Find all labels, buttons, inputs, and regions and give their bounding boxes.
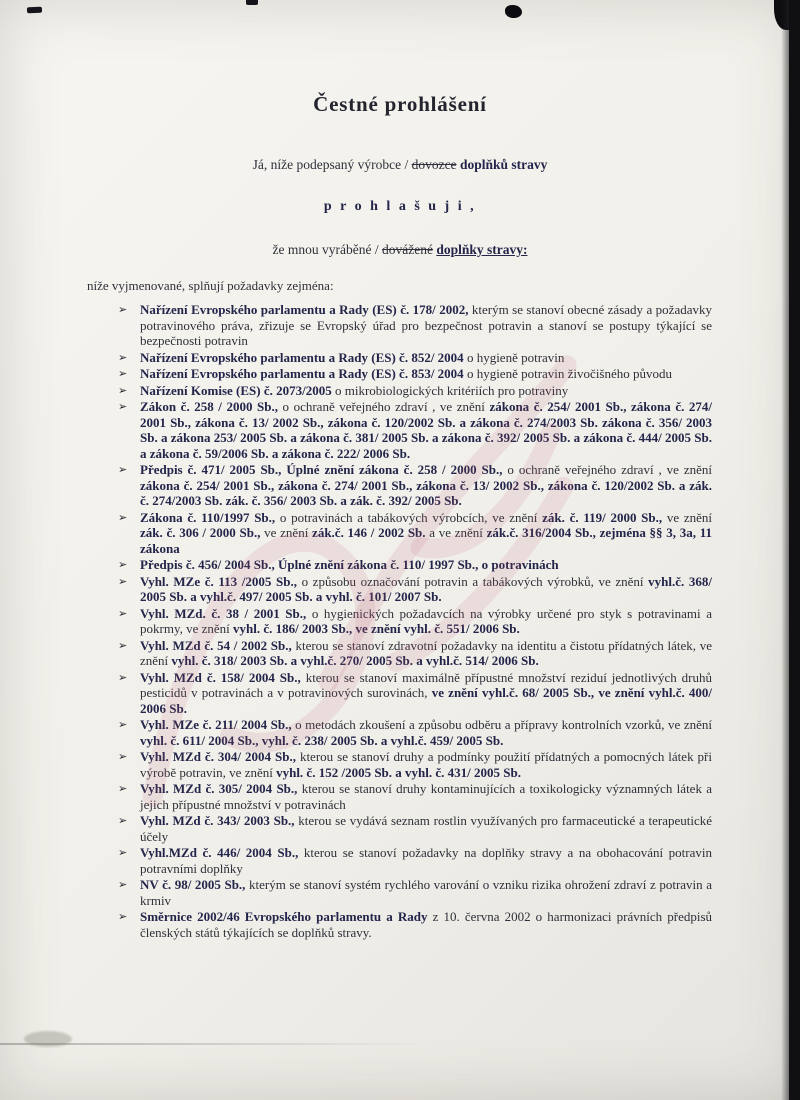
list-item-text [140,606,712,637]
text-segment: Směrnice 2002/46 Evropského parlamentu a Rady [140,909,428,924]
text-segment: vyhl. č. 318/ 2003 Sb. a vyhl.č. 270/ 2005 Sb. a vyhl.č. 514/ 2006 Sb. [171,653,539,668]
text-segment: Vyhl. MZe č. 113 /2005 Sb., [140,573,297,589]
list-item [118,462,712,509]
text-segment: vyhl. č. 186/ 2003 Sb., ve znění vyhl. č. 551/ 2006 Sb. [233,621,520,636]
list-item [118,557,712,573]
text-segment: kterou se stanoví zdravotní požadavky na identitu a čistotu přídatných látek, ve znění [140,637,712,668]
list-item-text [140,574,712,605]
text-segment: Předpis č. 471/ 2005 Sb., Úplné znění zákona č. 258 / 2000 Sb., [140,462,503,477]
text-segment: o hygieně potravin živočišného původu [463,366,673,381]
text-segment: Vyhl. MZd č. 158/ 2004 Sb., [140,669,301,685]
arrow-bullet-icon: ➢ [118,463,128,476]
text-segment: Vyhl. MZd č. 305/ 2004 Sb., [140,781,298,796]
arrow-bullet-icon: ➢ [118,718,128,731]
scan-mark-icon [246,0,258,5]
intro-line-subject [0,242,800,258]
text-segment: ve znění [260,525,313,540]
text-segment: dovozce [411,157,457,172]
text-segment: že mnou vyráběné / [272,242,382,257]
text-segment: zák.č. 146 / 2002 Sb. [312,525,426,540]
list-item [118,877,712,908]
list-item-text [140,638,712,669]
text-segment: zák. č. 119/ 2000 Sb., [542,509,663,525]
text-segment: kterým se stanoví obecné zásady a požadavky potravinového práva, zřizuje se Evropský úřad pro bezpečnost potravin a stanoví se postupy týkající se bezpečnosti potravin [140,302,712,348]
lead-line: níže vyjmenované, splňují požadavky zejména: [87,278,334,293]
text-segment: Já, níže podepsaný výrobce / [252,157,412,172]
text-segment: doplňků stravy [459,157,548,172]
text-segment: zák. č. 306 / 2000 Sb., [140,525,261,540]
regulation-list [118,302,712,940]
text-segment: p r o h l a š u j i , [323,199,477,214]
list-item-text [140,717,712,748]
text-segment: o hygienických požadavcích na výrobky určené pro styk s potravinami a pokrmy, ve znění [140,605,712,636]
text-segment: zák.č. 316/2004 Sb., zejména §§ 3, 3a, 11 zákona [140,525,713,556]
text-segment: Vyhl. MZd. č. 38 / 2001 Sb., [140,605,307,621]
text-segment: Vyhl. MZd č. 54 / 2002 Sb., [140,637,292,653]
text-segment: o hygieně potravin [463,349,565,365]
list-item [118,574,712,605]
arrow-bullet-icon: ➢ [118,814,128,827]
arrow-bullet-icon: ➢ [118,910,128,923]
arrow-bullet-icon: ➢ [118,367,128,380]
list-item-text [140,557,712,573]
text-segment: Zákon č. 258 / 2000 Sb., [140,399,278,414]
arrow-bullet-icon: ➢ [118,846,128,859]
text-segment: kterou se stanoví druhy kontaminujících a toxikologicky významných látek a jejich přípustné množství v potravinách [140,781,712,812]
arrow-bullet-icon: ➢ [118,782,128,795]
text-segment: kterou se vydává seznam rostlin využívaných pro farmaceutické a terapeutické účely [140,813,712,844]
arrow-bullet-icon: ➢ [118,638,128,652]
list-item-text [140,781,712,812]
list-item [118,366,712,382]
arrow-bullet-icon: ➢ [118,383,128,397]
list-item-text [140,909,712,940]
list-item [118,606,712,637]
list-item [118,302,712,349]
list-item-text [140,302,712,349]
arrow-bullet-icon: ➢ [118,750,128,763]
arrow-bullet-icon: ➢ [118,574,128,588]
text-segment: vyhl. č. 611/ 2004 Sb., vyhl. č. 238/ 2005 Sb. a vyhl.č. 459/ 2005 Sb. [140,732,504,748]
text-segment: Vyhl. MZd č. 304/ 2004 Sb., [140,749,296,764]
list-item-text [140,845,712,876]
list-item [118,813,712,844]
scan-mark-icon [27,7,42,14]
text-segment: Vyhl.MZd č. 446/ 2004 Sb., [140,845,299,860]
arrow-bullet-icon: ➢ [118,670,128,684]
list-item-text [140,399,712,461]
text-segment: zákona č. 254/ 2001 Sb., zákona č. 274/ 2001 Sb., zákona č. 13/ 2002 Sb., zákona č. 120/2002 Sb. a zák. č. 274/2003 Sb. zák. č. 356/ 2003 Sb. a zák. č. 392/ 2005 Sb. [140,477,712,508]
list-item-text [140,350,712,366]
list-item [118,510,712,557]
list-item [118,350,712,366]
text-segment: kterou se stanoví požadavky na doplňky stravy a na obohacování potravin potravními doplňky [140,845,712,876]
text-segment: doplňky stravy: [436,242,528,257]
text-segment: Předpis č. 456/ 2004 Sb., Úplné znění zákona č. 110/ 1997 Sb., o potravinách [140,557,559,572]
list-item-text [140,877,712,908]
text-segment: o způsobu označování potravin a tabákových výrobků, ve znění [296,573,649,589]
text-segment: zákona č. 254/ 2001 Sb., zákona č. 274/ 2001 Sb., zákona č. 13/ 2002 Sb., zákona č. 120/2002 Sb. a zákona č. 274/2003 Sb. zákona č. 356/ 2003 Sb. a zákona 253/ 2005 Sb. a zákona č. 381/ 2005 Sb. a zákona č. 392/ 2005 Sb. a zákona č. 444/ 2005 Sb. a zákona č. 59/2006 Sb. a zákona č. 222/ 2006 Sb. [140,399,712,461]
text-segment: vyhl.č. 368/ 2005 Sb. a vyhl.č. 497/ 2005 Sb. a vyhl. č. 101/ 2007 Sb. [140,573,712,604]
text-segment: Nařízení Komise (ES) č. 2073/2005 [140,382,332,398]
text-segment: o potravinách a tabákových výrobcích, ve znění [275,509,543,525]
text-segment: Nařízení Evropského parlamentu a Rady (ES) č. 853/ 2004 [140,366,464,381]
arrow-bullet-icon: ➢ [118,303,128,316]
text-segment: o metodách zkoušení a způsobu odběru a přípravy kontrolních vzorků, ve znění [291,717,712,732]
list-item [118,399,712,461]
text-segment: a ve znění [425,525,487,540]
list-item [118,670,712,717]
text-segment: Zákona č. 110/1997 Sb., [140,509,276,525]
text-segment: NV č. 98/ 2005 Sb., [140,877,246,892]
arrow-bullet-icon: ➢ [118,350,128,364]
text-segment: Vyhl. MZd č. 343/ 2003 Sb., [140,813,295,828]
intro-line-declarant [0,157,800,173]
text-segment: vyhl. č. 152 /2005 Sb. a vyhl. č. 431/ 2005 Sb. [276,764,521,780]
list-item [118,717,712,748]
scan-mark-icon [505,5,522,18]
list-item-text [140,510,712,557]
arrow-bullet-icon: ➢ [118,400,128,413]
text-segment: ve znění vyhl.č. 68/ 2005 Sb., ve znění vyhl.č. 400/ 2006 Sb. [140,685,713,716]
text-segment: ve znění [662,509,712,525]
list-item-text [140,813,712,844]
list-item-text [140,462,712,509]
text-segment: kterým se stanoví systém rychlého varování o vzniku rizika ohrožení zdraví z potravin a krmiv [140,877,712,908]
text-segment: kterou se stanoví maximálně přípustné množství reziduí jednotlivých druhů pesticidů v potravinách a v potravinových surovinách, [140,669,712,700]
text-segment: o ochraně veřejného zdraví , ve znění [502,462,713,477]
list-item [118,909,712,940]
list-item [118,781,712,812]
text-segment: kterou se stanoví druhy a podmínky použití přídatných a pomocných látek při výrobě potravin, ve znění [140,749,712,780]
text-segment: Nařízení Evropského parlamentu a Rady (ES) č. 178/ 2002, [140,302,469,317]
text-segment: o mikrobiologických kritériích pro potraviny [331,382,569,398]
list-item [118,383,712,399]
text-segment: Nařízení Evropského parlamentu a Rady (ES) č. 852/ 2004 [140,349,464,365]
text-segment: z 10. června 2002 o harmonizaci právních předpisů členských států týkajících se doplňků stravy. [140,909,713,940]
list-item [118,845,712,876]
list-item-text [140,670,712,717]
list-item [118,638,712,669]
intro-line-declare-word [0,199,800,215]
arrow-bullet-icon: ➢ [118,606,128,620]
scan-edge-artifact [789,0,800,1100]
list-item-text [140,749,712,780]
scan-line-artifact [0,1043,430,1045]
document-title: Čestné prohlášení [313,92,487,116]
list-item-text [140,383,712,399]
text-segment: o ochraně veřejného zdraví , ve znění [277,399,490,414]
list-item [118,749,712,780]
arrow-bullet-icon: ➢ [118,878,128,891]
arrow-bullet-icon: ➢ [118,558,128,571]
text-segment: Vyhl. MZe č. 211/ 2004 Sb., [140,717,292,732]
list-item-text [140,366,712,382]
text-segment: dovážené [381,242,433,257]
arrow-bullet-icon: ➢ [118,510,128,524]
